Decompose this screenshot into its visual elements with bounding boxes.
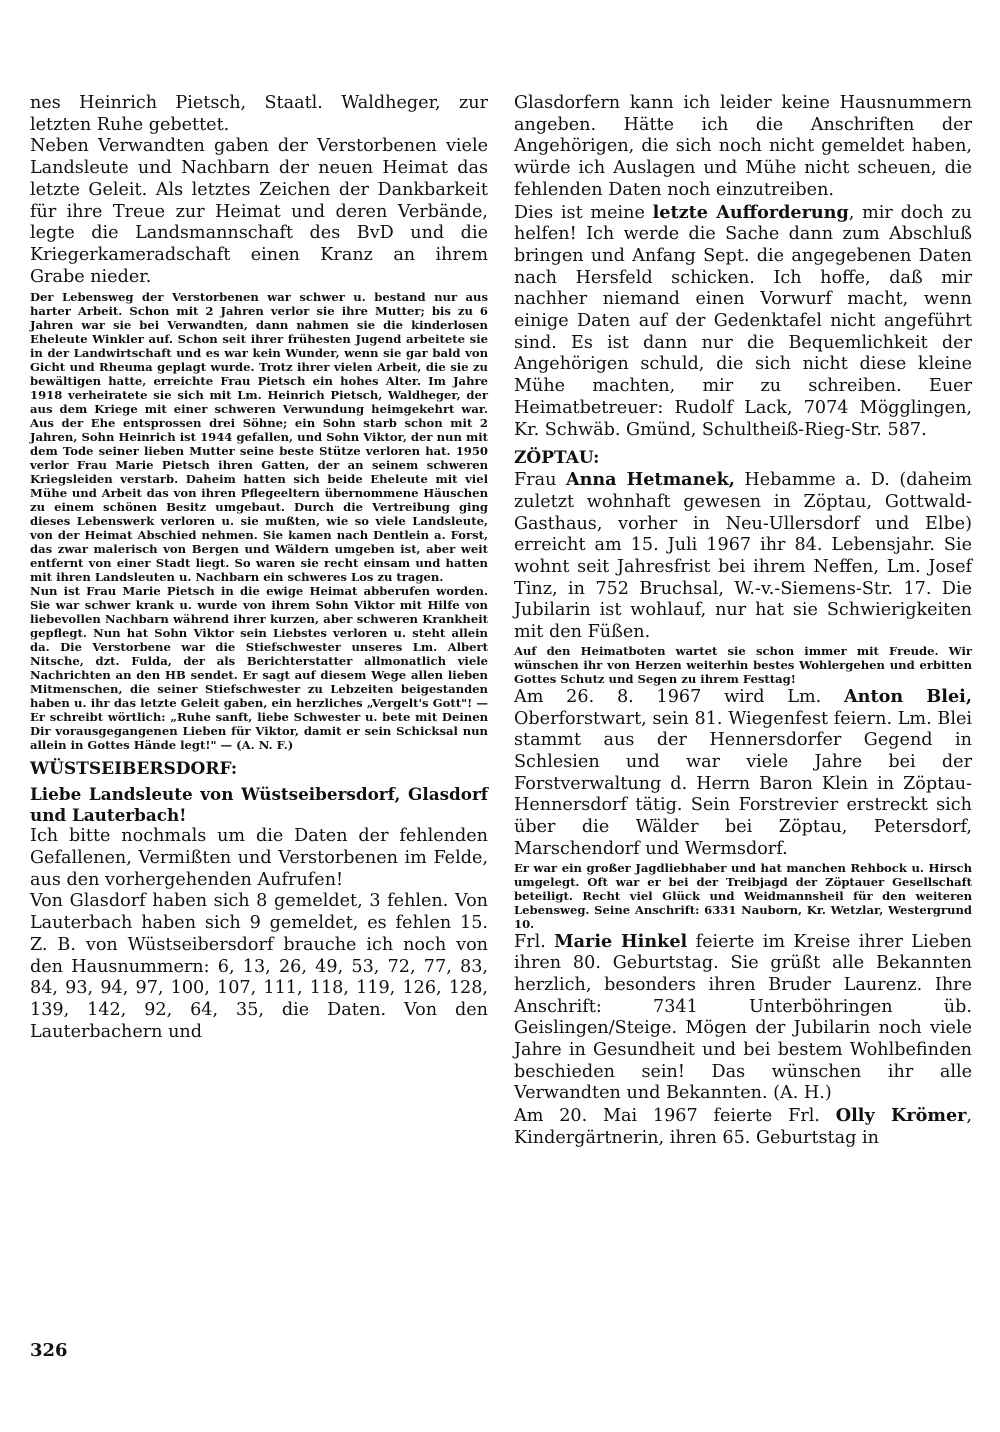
bold-name: Anton Blei, xyxy=(844,685,972,707)
paragraph: nes Heinrich Pietsch, Staatl. Waldheger, zur letzten Ruhe gebettet. xyxy=(30,93,488,135)
bold-text: letzte Aufforderung xyxy=(652,201,849,223)
text-run: feierte im Kreise ihrer Lieben ihren 80. Geburtstag. Sie grüßt alle Bekannten herzlich, besonders ihren Bruder Laurenz. Ihre Anschrift: 7341 Unterböhringen üb. Geislingen/Steige. Mögen der Jubilarin noch viele Jahre in Gesundheit und bei bestem Wohlbefinden beschieden sein! Das wünschen ihr alle Verwandten und Bekannten. (A. H.) xyxy=(514,931,972,1104)
paragraph: Glasdorfern kann ich leider keine Hausnummern angeben. Hätte ich die Anschriften der Angehörigen, die sich noch nicht gemeldet haben, würde ich Auslagen und Mühe nicht scheuen, die fehlenden Daten noch einzutreiben. xyxy=(514,93,972,200)
paragraph-small: Der Lebensweg der Verstorbenen war schwer u. bestand nur aus harter Arbeit. Schon mit 2 Jahren verlor sie ihre Mutter; bis zu 6 Jahren war sie bei Verwandten, dann nahmen sie die kinderlosen Eheleute Winkler auf. Schon seit ihrer frühesten Jugend arbeitete sie in der Landwirtschaft und es war kein Wunder, wenn sie gar bald von Gicht und Rheuma geplagt wurde. Trotz ihrer vielen Arbeit, die sie zu bewältigen hatte, erreichte Frau Pietsch ein hohes Alter. Im Jahre 1918 verheiratete sie sich mit Lm. Heinrich Pietsch, Waldheger, der aus dem Kriege mit einer schweren Verwundung heimgekehrt war. Aus der Ehe entsprossen drei Söhne; ein Sohn starb schon mit 2 Jahren, Sohn Heinrich ist 1944 gefallen, und Sohn Viktor, der nun mit dem Tode seiner lieben Mutter seine beste Stütze verloren hat. 1950 verlor Frau Marie Pietsch ihren Gatten, der an seinem schweren Kriegsleiden verstarb. Daheim hatten sich beide Eheleute mit viel Mühe und Arbeit das von ihren Pflegeeltern übernommene Häuschen zu einem schönen Besitz umgebaut. Durch die Vertreibung ging dieses Lebenswerk verloren u. sie mußten, wie so viele Landsleute, von der Heimat Abschied nehmen. Sie kamen nach Dentlein a. Forst, das zwar malerisch von Bergen und Wäldern umgeben ist, aber weit entfernt von einer Stadt liegt. So waren sie recht einsam und hatten mit ihren Landsleuten u. Nachbarn ein schweres Los zu tragen. xyxy=(30,290,488,585)
sub-heading: Liebe Landsleute von Wüstseibersdorf, Glasdorf und Lauterbach! xyxy=(30,784,488,826)
text-run: Frl. xyxy=(514,931,555,952)
text-run: , mir doch zu helfen! Ich werde die Sache dann zum Abschluß bringen und Anfang Sept. die angegebenen Daten nach Hersfeld schicken. Ich hoffe, daß mir nachher niemand einen Vorwurf macht, wenn einige Daten auf der Gedenktafel nicht angeführt sind. Es ist dann nur die Bequemlichkeit der Angehörigen schuld, die sich nicht diese kleine Mühe machten, mir zu schreiben. Euer Heimatbetreuer: Rudolf Lack, 7074 Mögglingen, Kr. Schwäb. Gmünd, Schultheiß-Rieg-Str. 587. xyxy=(514,202,972,440)
text-run: Am 20. Mai 1967 feierte Frl. xyxy=(514,1106,836,1127)
paragraph xyxy=(514,202,972,442)
left-column xyxy=(30,93,488,1043)
paragraph: Ich bitte nochmals um die Daten der fehlenden Gefallenen, Vermißten und Verstorbenen im Felde, aus den vorhergehenden Aufrufen! xyxy=(30,826,488,890)
paragraph-small: Nun ist Frau Marie Pietsch in die ewige Heimat abberufen worden. Sie war schwer krank u. wurde von ihrem Sohn Viktor mit Hilfe von liebevollen Nachbarn während ihrer kurzen, aber schweren Krankheit gepflegt. Nun hat Sohn Viktor sein Liebstes verloren u. steht allein da. Die Verstorbene war die Stiefschwester unseres Lm. Albert Nitsche, dzt. Fulda, der als Berichterstatter allmonatlich viele Nachrichten an den HB sendet. Er sagt auf diesem Wege allen lieben Mitmenschen, die seiner Stiefschwester zu Lebzeiten beigestanden haben u. ihr das letzte Geleit gaben, ein herzliches „Vergelt's Gott"! — Er schreibt wörtlich: „Ruhe sanft, liebe Schwester u. bete mit Deinen Dir vorausgegangenen Lieben für Viktor, damit er sein Schicksal nun allein in Gottes Hände legt!" — (A. N. F.) xyxy=(30,584,488,753)
text-run: Hebamme a. D. (daheim zuletzt wohnhaft gewesen in Zöptau, Gottwald-Gasthaus, vorher in Neu-Ullersdorf und Elbe) erreicht am 15. Juli 1967 ihr 84. Lebensjahr. Sie wohnt seit Jahresfrist bei ihrem Neffen, Lm. Josef Tinz, in 752 Bruchsal, W.-v.-Siemens-Str. 17. Die Jubilarin ist wohlauf, nur hat sie Schwierigkeiten mit den Füßen. xyxy=(514,470,973,643)
bold-name: Olly Krömer xyxy=(835,1105,967,1127)
text-run: Am 26. 8. 1967 wird Lm. xyxy=(514,686,845,707)
section-heading-zoeptau: ZÖPTAU: xyxy=(514,448,600,469)
text-run: Oberforstwart, sein 81. Wiegenfest feiern. Lm. Blei stammt aus der Hennersdorfer Gegend in Schlesien und war viele Jahre bei der Forstverwaltung d. Herrn Baron Klein in Zöptau-Hennersdorf tätig. Sein Forstrevier erstreckt sich über die Wälder bei Zöptau, Petersdorf, Marschendorf und Wermsdorf. xyxy=(514,708,972,859)
paragraph-small: Auf den Heimatboten wartet sie schon immer mit Freude. Wir wünschen ihr von Herzen weiterhin bestes Wohlergehen und erbitten Gottes Schutz und Segen zu ihrem Festtag! xyxy=(514,643,972,686)
bold-name: Anna Hetmanek, xyxy=(565,469,735,491)
paragraph xyxy=(514,1105,972,1149)
paragraph: Von Glasdorf haben sich 8 gemeldet, 3 fehlen. Von Lauterbach haben sich 9 gemeldet, es fehlen 15. Z. B. von Wüstseibersdorf brauche ich noch von den Hausnummern: 6, 13, 26, 49, 53, 72, 77, 83, 84, 93, 94, 97, 100, 107, 111, 118, 119, 126, 128, 139, 142, 92, 64, 35, die Daten. Von den Lauterbachern und xyxy=(30,891,488,1042)
text-run: Dies ist meine xyxy=(514,202,653,223)
text-run: Frau xyxy=(514,470,566,491)
paragraph xyxy=(514,469,972,644)
paragraph xyxy=(514,931,972,1106)
page-number: 326 xyxy=(30,1340,68,1361)
text-run: , Kindergärtnerin, ihren 65. Geburtstag in xyxy=(514,1106,972,1148)
bold-name: Marie Hinkel xyxy=(554,930,688,952)
section-heading-wuestseibersdorf: WÜSTSEIBERSDORF: xyxy=(30,759,238,780)
right-column xyxy=(514,93,972,1150)
paragraph-small: Er war ein großer Jagdliebhaber und hat manchen Rehbock u. Hirsch umgelegt. Oft war er bei der Treibjagd der Zöptauer Gesellschaft beteiligt. Recht viel Glück und Weidmannsheil für den weiteren Lebensweg. Seine Anschrift: 6331 Nauborn, Kr. Wetzlar, Westergrund 10. xyxy=(514,860,972,931)
paragraph xyxy=(514,686,972,861)
paragraph: Neben Verwandten gaben der Verstorbenen viele Landsleute und Nachbarn der neuen Heimat das letzte Geleit. Als letztes Zeichen der Dankbarkeit für ihre Treue zur Heimat und deren Verbände, legte die Landsmannschaft des BvD und die Kriegerkameradschaft einen Kranz an ihrem Grabe nieder. xyxy=(30,136,488,287)
